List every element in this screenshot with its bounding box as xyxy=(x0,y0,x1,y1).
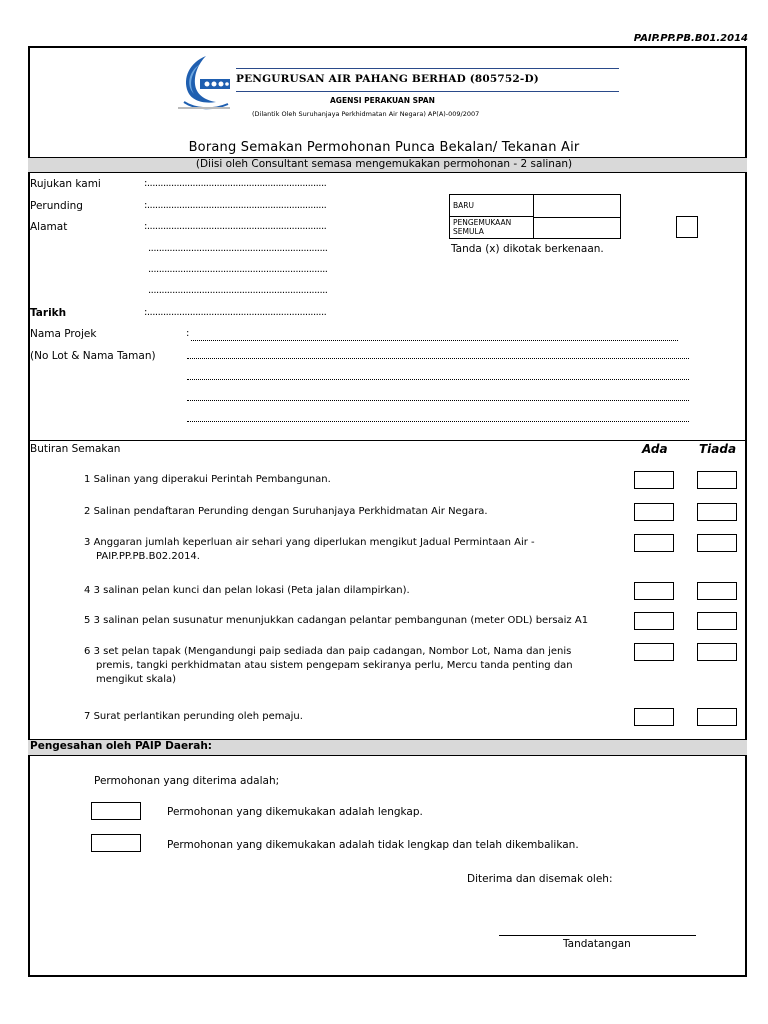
item-7-tiada-box[interactable] xyxy=(697,708,737,726)
item-2-tiada-box[interactable] xyxy=(697,503,737,521)
status-checkbox[interactable] xyxy=(676,216,698,238)
checklist-divider xyxy=(28,440,747,441)
no-lot-label: (No Lot & Nama Taman) xyxy=(30,350,156,362)
form-subtitle: (Diisi oleh Consultant semasa mengemukakan permohonan - 2 salinan) xyxy=(195,158,573,170)
no-lot-line-1[interactable] xyxy=(187,358,689,359)
rujukan-label: Rujukan kami xyxy=(30,178,101,190)
item-text: 3 set pelan tapak (Mengandungi paip sediada dan paip cadangan, Nombor Lot, Nama dan jenis xyxy=(93,646,572,657)
item-text: 3 salinan pelan kunci dan pelan lokasi (Peta jalan dilampirkan). xyxy=(93,585,410,596)
checklist-item-7 xyxy=(84,710,303,724)
item-no: 4 xyxy=(84,585,91,596)
item-2-ada-box[interactable] xyxy=(634,503,674,521)
item-4-ada-box[interactable] xyxy=(634,582,674,600)
nama-projek-label: Nama Projek xyxy=(30,328,97,340)
checklist-item-1 xyxy=(84,473,331,487)
semula-text: SEMULA xyxy=(453,227,484,236)
item-7-ada-box[interactable] xyxy=(634,708,674,726)
checklist-title: Butiran Semakan xyxy=(30,443,121,455)
alamat-field-4[interactable]: ................................................................... xyxy=(148,285,328,296)
item-6-tiada-box[interactable] xyxy=(697,643,737,661)
nama-projek-colon: : xyxy=(186,328,190,339)
tarikh-label: Tarikh xyxy=(30,307,67,319)
licensed-by: (Dilantik Oleh Suruhanjaya Perkhidmatan Air Negara) AP(A)-009/2007 xyxy=(252,110,480,118)
item-no: 7 xyxy=(84,711,91,722)
alamat-field-1[interactable]: :................................................................... xyxy=(144,221,327,232)
no-lot-line-4[interactable] xyxy=(187,421,689,422)
item-5-tiada-box[interactable] xyxy=(697,612,737,630)
form-title: Borang Semakan Permohonan Punca Bekalan/ Tekanan Air xyxy=(188,140,580,155)
ada-header: Ada xyxy=(642,442,668,456)
pengemukaan-text: PENGEMUKAAN xyxy=(453,218,512,227)
item-text-cont: PAIP.PP.PB.B02.2014. xyxy=(96,551,200,562)
baru-label: BARU xyxy=(450,195,533,217)
item-text: Anggaran jumlah keperluan air sehari yang diperlukan mengikut Jadual Permintaan Air - xyxy=(93,537,535,548)
checklist-item-5 xyxy=(84,614,588,628)
no-lot-line-3[interactable] xyxy=(187,400,689,401)
item-1-ada-box[interactable] xyxy=(634,471,674,489)
signature-line[interactable] xyxy=(499,935,696,936)
tiada-header: Tiada xyxy=(699,442,737,456)
item-no: 3 xyxy=(84,537,91,548)
checklist-item-2 xyxy=(84,505,488,519)
item-5-ada-box[interactable] xyxy=(634,612,674,630)
item-1-tiada-box[interactable] xyxy=(697,471,737,489)
alamat-field-3[interactable]: ................................................................... xyxy=(148,264,328,275)
item-text: Surat perlantikan perunding oleh pemaju. xyxy=(93,711,303,722)
complete-option-text: Permohonan yang dikemukakan adalah lengkap. xyxy=(167,806,423,818)
status-table xyxy=(449,194,621,239)
item-text: Salinan pendaftaran Perunding dengan Suruhanjaya Perkhidmatan Air Negara. xyxy=(93,506,488,517)
rujukan-field[interactable]: :................................................................... xyxy=(144,178,327,189)
complete-checkbox[interactable] xyxy=(91,802,141,820)
item-no: 5 xyxy=(84,615,91,626)
nama-projek-line[interactable] xyxy=(191,340,678,341)
item-3-ada-box[interactable] xyxy=(634,534,674,552)
verification-title: Pengesahan oleh PAIP Daerah: xyxy=(30,740,212,752)
item-text-cont-2: mengikut skala) xyxy=(96,674,177,685)
item-no: 1 xyxy=(84,474,91,485)
item-text-cont: premis, tangki perkhidmatan atau sistem pengepam sekiranya perlu, Mercu tanda penting dan xyxy=(96,660,573,671)
checklist-item-4 xyxy=(84,584,410,598)
checklist-item-6 xyxy=(84,645,573,687)
status-instruction: Tanda (x) dikotak berkenaan. xyxy=(451,243,604,255)
item-3-tiada-box[interactable] xyxy=(697,534,737,552)
alamat-label: Alamat xyxy=(30,221,68,233)
alamat-field-2[interactable]: ................................................................... xyxy=(148,243,328,254)
status-mark-column[interactable] xyxy=(533,195,621,238)
pengemukaan-semula-label xyxy=(450,217,533,239)
tarikh-field[interactable]: :................................................................... xyxy=(144,307,327,318)
item-6-ada-box[interactable] xyxy=(634,643,674,661)
perunding-field[interactable]: :................................................................... xyxy=(144,200,327,211)
header-rule-top xyxy=(236,68,619,69)
no-lot-line-2[interactable] xyxy=(187,379,689,380)
received-by-label: Diterima dan disemak oleh: xyxy=(467,873,613,885)
agency-name: AGENSI PERAKUAN SPAN xyxy=(330,96,435,105)
header-rule-bottom xyxy=(236,91,619,92)
incomplete-checkbox[interactable] xyxy=(91,834,141,852)
item-4-tiada-box[interactable] xyxy=(697,582,737,600)
perunding-label: Perunding xyxy=(30,200,83,212)
verification-intro: Permohonan yang diterima adalah; xyxy=(94,775,280,787)
item-no: 2 xyxy=(84,506,91,517)
incomplete-option-text: Permohonan yang dikemukakan adalah tidak lengkap dan telah dikembalikan. xyxy=(167,839,579,851)
paip-logo xyxy=(176,52,232,112)
item-no: 6 xyxy=(84,646,91,657)
signature-label: Tandatangan xyxy=(563,938,631,950)
item-text: 3 salinan pelan susunatur menunjukkan cadangan pelantar pembangunan (meter ODL) bersaiz A1 xyxy=(93,615,589,626)
document-code: PAIP.PP.PB.B01.2014 xyxy=(633,33,748,44)
checklist-item-3 xyxy=(84,536,535,564)
item-text: Salinan yang diperakui Perintah Pembangunan. xyxy=(93,474,331,485)
org-name: PENGURUSAN AIR PAHANG BERHAD (805752-D) xyxy=(236,73,539,85)
